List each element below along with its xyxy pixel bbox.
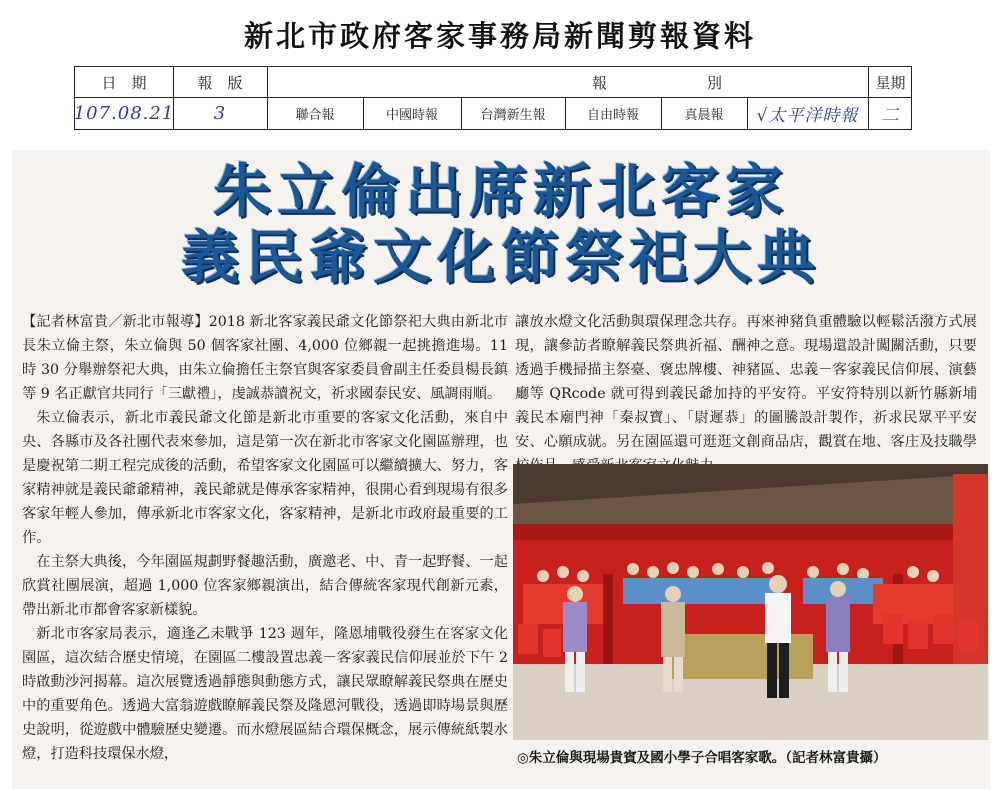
article-paragraph: 朱立倫表示，新北市義民爺文化節是新北市重要的客家文化活動，來自中央、各縣市及各社團代表來參加，這是第一次在新北市客家文化園區辦理，也是慶祝第二期工程完成後的活動，希望客家文化園區可以繼續擴大、努力，客家精神就是義民爺爺精神，義民爺就是傳承客家精神，很開心看到現場有很多客家年輕人參加，傳承新北市客家文化，客家精神，是新北市政府最重要的工作。 [22, 410, 508, 546]
date-value: 107.08.21 [73, 103, 175, 124]
headline-line-1: 朱立倫出席新北客家 [212, 157, 789, 225]
paper-option: 台灣新生報 [480, 108, 546, 123]
photo-caption: ◎朱立倫與現場貴賓及國小學子合唱客家歌。（記者林富貴攝） [517, 750, 887, 766]
article-paragraph: 讓放水燈文化活動與環保理念共存。再來神豬負重體驗以輕鬆活潑方式展現，讓參訪者瞭解義民祭典祈福、酬神之意。現場還設計闖關活動，只要透過手機掃描主祭臺、褒忠牌樓、神豬區、忠義－客家義民信仰展、演藝廳等 QRcode 就可得到義民爺加持的平安符。平安符特別以新竹縣新埔義民本廟門神「秦叔寶」、「尉遲恭」的圖騰設計製作，祈求民眾平平安安、心願成就。另在園區還可逛逛文創商品店，觀賞在地、客庄及技職學 [515, 314, 977, 450]
header-category: 別 [707, 73, 723, 92]
header-paper: 報 [591, 73, 607, 92]
article-paragraph: 在主祭大典後，今年園區規劃野餐趣活動，廣邀老、中、青一起野餐、一起欣賞社團展演，超過 1,000 位客家鄉親演出，結合傳統客家現代創新元素，帶出新北市都會客家新樣貌。 [22, 554, 508, 618]
page-title: 新北市政府客家事務局新聞剪報資料 [243, 19, 756, 53]
paper-option: 自由時報 [586, 108, 639, 123]
article-paragraph: 【記者林富貴／新北市報導】2018 新北客家義民爺文化節祭祀大典由新北市長朱立倫主祭，朱立倫與 50 個客家社團、4,000 位鄉親一起挑擔進場。11 時 30 分舉辦祭祀大典，由朱立倫擔任主祭官與客家委員會副主任委員楊長鎮等 9 名正獻官共同行「三獻禮」，虔誠恭讀祝文，祈求國泰民安、風調雨順。 [22, 314, 508, 402]
headline [12, 158, 990, 290]
news-photo [513, 464, 988, 740]
paper-option: 聯合報 [295, 108, 335, 123]
header-weekday: 星期 [875, 73, 906, 92]
article-left-column [22, 310, 508, 766]
header-edition: 報 版 [197, 73, 243, 92]
photo-illustration [513, 464, 988, 740]
header-date: 日 期 [101, 73, 147, 92]
paper-option: 真晨報 [684, 108, 724, 123]
newspaper-clipping [12, 150, 990, 789]
edition-value: 3 [213, 103, 227, 124]
article-right-column [515, 310, 977, 478]
record-value-row [75, 98, 911, 129]
article-paragraph: 新北市客家局表示，適逢乙未戰爭 123 週年，隆恩埔戰役發生在客家文化園區，這次結合歷史情境，在園區二樓設置忠義－客家義民信仰展並於下午 2 時啟動沙河揭幕。這次展覽透過靜態與動態方式，讓民眾瞭解義民祭典在歷史中的重要角色。透過大富翁遊戲瞭解義民祭及隆恩河戰役，透過即時場景與歷史說明，從遊戲中體驗歷史變遷。而水燈展區結合環保概念，展示傳統紙製水燈，打造科技環保水燈， [22, 626, 508, 762]
headline-line-2: 義民爺文化節祭祀大典 [180, 223, 821, 291]
paper-selected: √太平洋時報 [756, 106, 859, 126]
paper-option: 中國時報 [385, 108, 438, 123]
clipping-record-table [74, 66, 912, 130]
weekday-value: 二 [881, 104, 900, 126]
record-header-row [75, 67, 911, 98]
